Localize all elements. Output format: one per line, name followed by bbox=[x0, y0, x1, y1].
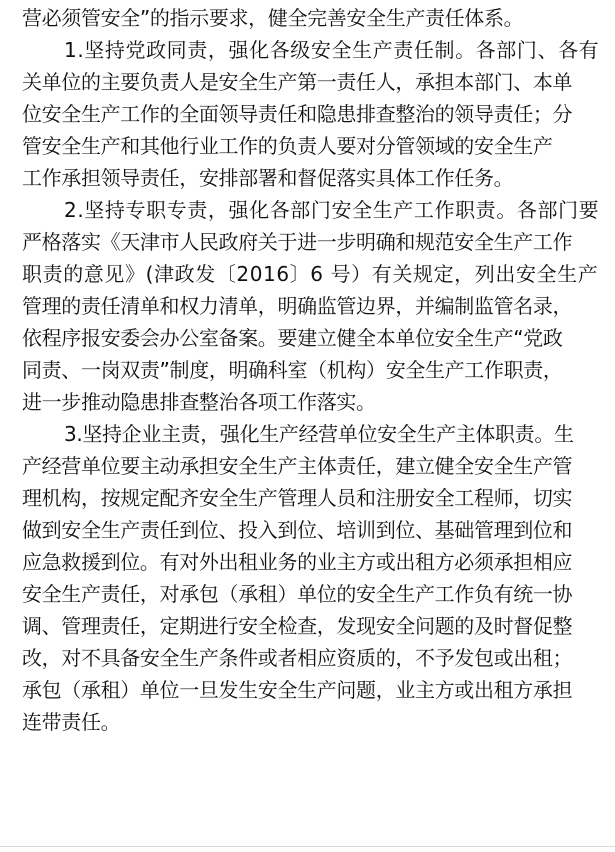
text-line: 理机构，按规定配齐安全生产管理人员和注册安全工程师，切实 bbox=[22, 486, 573, 510]
document-body bbox=[22, 2, 615, 738]
text-line: 承包（承租）单位一旦发生安全生产问题，业主方或出租方承担 bbox=[22, 678, 573, 702]
page-bottom-divider bbox=[0, 846, 615, 847]
text-line: 关单位的主要负责人是安全生产第一责任人，承担本部门、本单 bbox=[22, 70, 573, 94]
text-line: 改，对不具备安全生产条件或者相应资质的，不予发包或出租； bbox=[22, 646, 573, 670]
text-line: 位安全生产工作的全面领导责任和隐患排查整治的领导责任；分 bbox=[22, 102, 573, 126]
text-line: 应急救援到位。有对外出租业务的业主方或出租方必须承担相应 bbox=[22, 550, 573, 574]
text-line: 产经营单位要主动承担安全生产主体责任，建立健全安全生产管 bbox=[22, 454, 573, 478]
text-line: 管安全生产和其他行业工作的负责人要对分管领域的安全生产 bbox=[22, 134, 553, 158]
text-line: 管理的责任清单和权力清单，明确监管边界，并编制监管名录， bbox=[22, 294, 573, 318]
text-line: 1.坚持党政同责，强化各级安全生产责任制。各部门、各有 bbox=[64, 38, 600, 62]
text-line: 3.坚持企业主责，强化生产经营单位安全生产主体职责。生 bbox=[64, 422, 574, 446]
text-line: 同责、一岗双责”制度，明确科室（机构）安全生产工作职责， bbox=[22, 358, 563, 382]
text-line: 严格落实《天津市人民政府关于进一步明确和规范安全生产工作 bbox=[22, 230, 573, 254]
text-line: 做到安全生产责任到位、投入到位、培训到位、基础管理到位和 bbox=[22, 518, 573, 542]
text-line: 营必须管安全”的指示要求，健全完善安全生产责任体系。 bbox=[22, 6, 524, 30]
text-line: 连带责任。 bbox=[22, 710, 121, 734]
text-line: 2.坚持专职专责，强化各部门安全生产工作职责。各部门要 bbox=[64, 198, 600, 222]
text-line: 安全生产责任，对承包（承租）单位的安全生产工作负有统一协 bbox=[22, 582, 573, 606]
text-line: 职责的意见》(津政发〔2016〕6 号）有关规定，列出安全生产 bbox=[22, 262, 599, 286]
text-line: 依程序报安委会办公室备案。要建立健全本单位安全生产“党政 bbox=[22, 326, 563, 350]
text-line: 工作承担领导责任，安排部署和督促落实具体工作任务。 bbox=[22, 166, 514, 190]
text-line: 进一步推动隐患排查整治各项工作落实。 bbox=[22, 390, 376, 414]
text-line: 调、管理责任，定期进行安全检查，发现安全问题的及时督促整 bbox=[22, 614, 573, 638]
